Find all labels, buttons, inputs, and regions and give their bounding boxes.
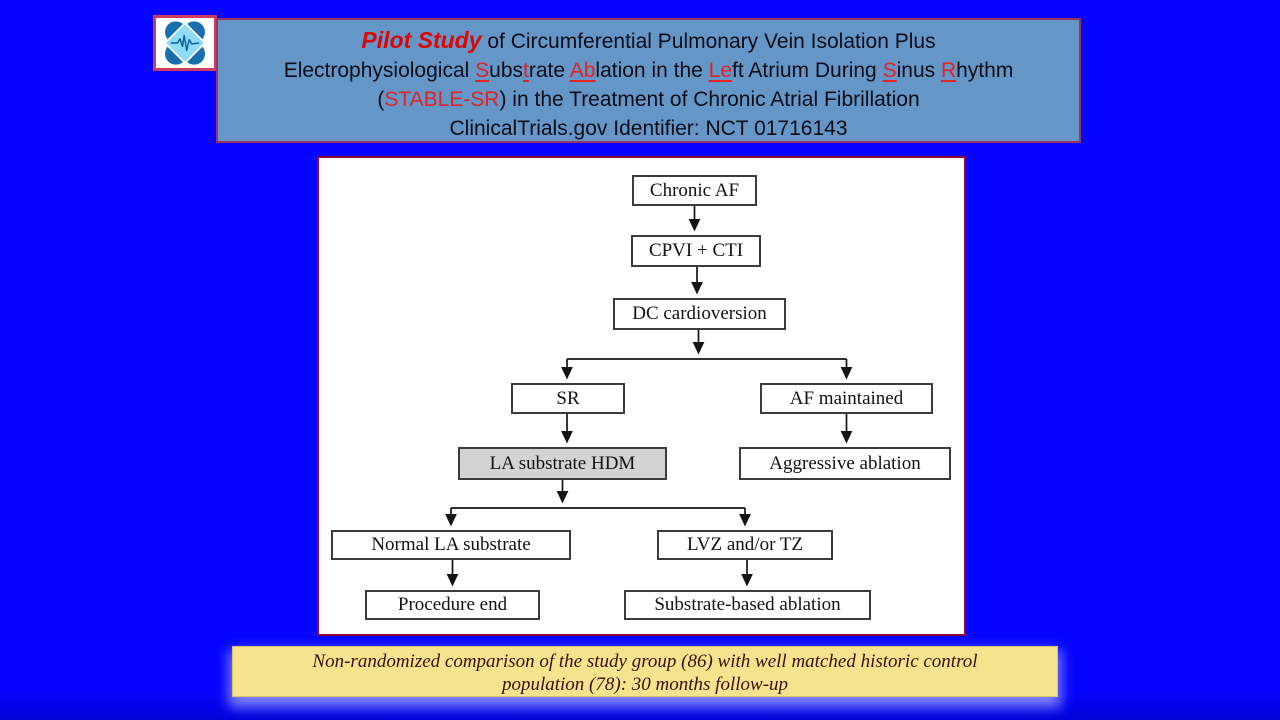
- title-segment: STABLE-SR: [384, 88, 500, 111]
- title-segment: Pilot Study: [361, 27, 482, 53]
- node-aggressive-ablation: Aggressive ablation: [739, 447, 951, 480]
- title-segment: ) in the Treatment of Chronic Atrial Fibrillation: [499, 88, 920, 111]
- title-segment: S: [882, 59, 897, 82]
- title-segment: rate: [528, 59, 570, 82]
- title-segment: R: [940, 59, 957, 82]
- node-procedure-end: Procedure end: [365, 590, 540, 620]
- study-title-box: [216, 18, 1081, 143]
- title-segment: of Circumferential Pulmonary Vein Isolation Plus: [481, 30, 936, 53]
- node-chronic-af: Chronic AF: [632, 175, 757, 206]
- title-line-3: [218, 85, 1079, 114]
- node-af-maintained: AF maintained: [760, 383, 933, 414]
- title-line-2: [218, 56, 1079, 85]
- title-segment: Electrophysiological: [283, 59, 476, 82]
- footer-note-line-2: population (78): 30 months follow-up: [501, 674, 789, 695]
- title-line-4: [218, 114, 1079, 143]
- title-segment: hythm: [956, 59, 1014, 82]
- title-segment: (: [377, 88, 385, 111]
- logo-box: [153, 15, 217, 71]
- flowchart-panel: [317, 156, 966, 636]
- title-line-1: [218, 26, 1079, 56]
- title-segment: Ab: [569, 59, 596, 82]
- heart-ecg-logo-icon: [156, 18, 214, 68]
- title-segment: ft Atrium During: [732, 59, 883, 82]
- node-lvz-tz: LVZ and/or TZ: [657, 530, 833, 560]
- footer-note-line-1: Non-randomized comparison of the study group (86) with well matched historic control: [312, 651, 978, 672]
- title-segment: ClinicalTrials.gov Identifier: NCT 01716143: [449, 117, 848, 140]
- title-segment: lation in the: [595, 59, 709, 82]
- title-segment: inus: [896, 59, 941, 82]
- node-dc-cardioversion: DC cardioversion: [613, 298, 786, 330]
- node-normal-la-substrate: Normal LA substrate: [331, 530, 571, 560]
- footer-note: [232, 646, 1058, 697]
- title-segment: ubs: [489, 59, 523, 82]
- node-la-substrate-hdm: LA substrate HDM: [458, 447, 667, 480]
- node-sr: SR: [511, 383, 625, 414]
- title-segment: t: [523, 59, 529, 82]
- node-substrate-based-ablation: Substrate-based ablation: [624, 590, 871, 620]
- title-segment: Le: [708, 59, 733, 82]
- node-cpvi-cti: CPVI + CTI: [631, 235, 761, 267]
- title-segment: S: [475, 59, 490, 82]
